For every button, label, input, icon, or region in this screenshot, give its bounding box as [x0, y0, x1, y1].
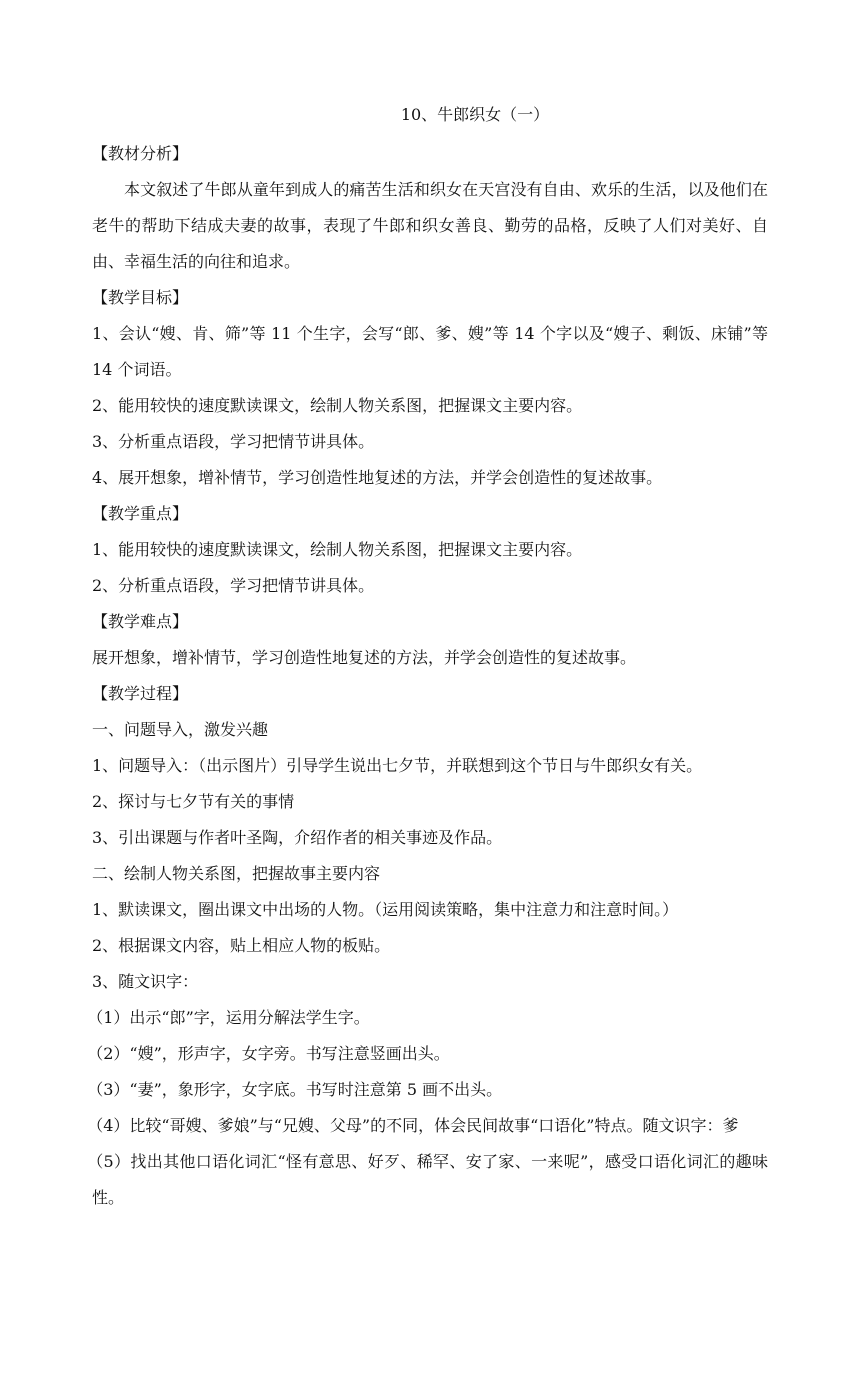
document-page: [87, 100, 768, 1216]
goal-item-1: 1、会认“嫂、肯、筛”等 11 个生字，会写“郎、爹、嫂”等 14 个字以及“嫂子、剩饭、床铺”等 14 个词语。: [92, 324, 768, 379]
sub-item-1: （1）出示“郎”字，运用分解法学生字。: [87, 1008, 370, 1027]
part1-item-3: 3、引出课题与作者叶圣陶，介绍作者的相关事迹及作品。: [92, 828, 503, 847]
part2-item-1: 1、默读课文，圈出课文中出场的人物。（运用阅读策略，集中注意力和注意时间。）: [92, 900, 679, 919]
goal-item-4: 4、展开想象，增补情节，学习创造性地复述的方法，并学会创造性的复述故事。: [92, 468, 663, 487]
goal-item-3: 3、分析重点语段，学习把情节讲具体。: [92, 432, 375, 451]
analysis-heading: 【教材分析】: [92, 144, 189, 163]
sub-item-3: （3）“妻”，象形字，女字底。书写时注意第 5 画不出头。: [87, 1080, 503, 1099]
sub-item-4: （4）比较“哥嫂、爹娘”与“兄嫂、父母”的不同，体会民间故事“口语化”特点。随文识字：爹: [87, 1116, 739, 1135]
key-points-heading: 【教学重点】: [92, 504, 189, 523]
part1-item-1: 1、问题导入：（出示图片）引导学生说出七夕节，并联想到这个节日与牛郎织女有关。: [92, 756, 703, 775]
part2-item-3: 3、随文识字：: [92, 972, 199, 991]
difficulty-heading: 【教学难点】: [92, 612, 189, 631]
part1-heading: 一、问题导入，激发兴趣: [92, 720, 269, 739]
process-heading: 【教学过程】: [92, 684, 189, 703]
part2-item-2: 2、根据课文内容，贴上相应人物的板贴。: [92, 936, 391, 955]
goal-item-2: 2、能用较快的速度默读课文，绘制人物关系图，把握课文主要内容。: [92, 396, 583, 415]
part1-item-2: 2、探讨与七夕节有关的事情: [92, 792, 295, 811]
part2-heading: 二、绘制人物关系图，把握故事主要内容: [92, 864, 381, 883]
key-point-1: 1、能用较快的速度默读课文，绘制人物关系图，把握课文主要内容。: [92, 540, 583, 559]
difficulty-text: 展开想象，增补情节，学习创造性地复述的方法，并学会创造性的复述故事。: [92, 648, 637, 667]
analysis-paragraph: 本文叙述了牛郎从童年到成人的痛苦生活和织女在天宫没有自由、欢乐的生活，以及他们在老牛的帮助下结成夫妻的故事，表现了牛郎和织女善良、勤劳的品格，反映了人们对美好、自由、幸福生活的向往和追求。: [92, 180, 768, 271]
key-point-2: 2、分析重点语段，学习把情节讲具体。: [92, 576, 375, 595]
document-title: 10、牛郎织女（一）: [400, 105, 550, 124]
sub-item-2: （2）“嫂”，形声字，女字旁。书写注意竖画出头。: [87, 1044, 450, 1063]
goals-heading: 【教学目标】: [92, 288, 189, 307]
sub-item-5: （5）找出其他口语化词汇“怪有意思、好歹、稀罕、安了家、一来呢”，感受口语化词汇的趣味性。: [87, 1152, 768, 1207]
